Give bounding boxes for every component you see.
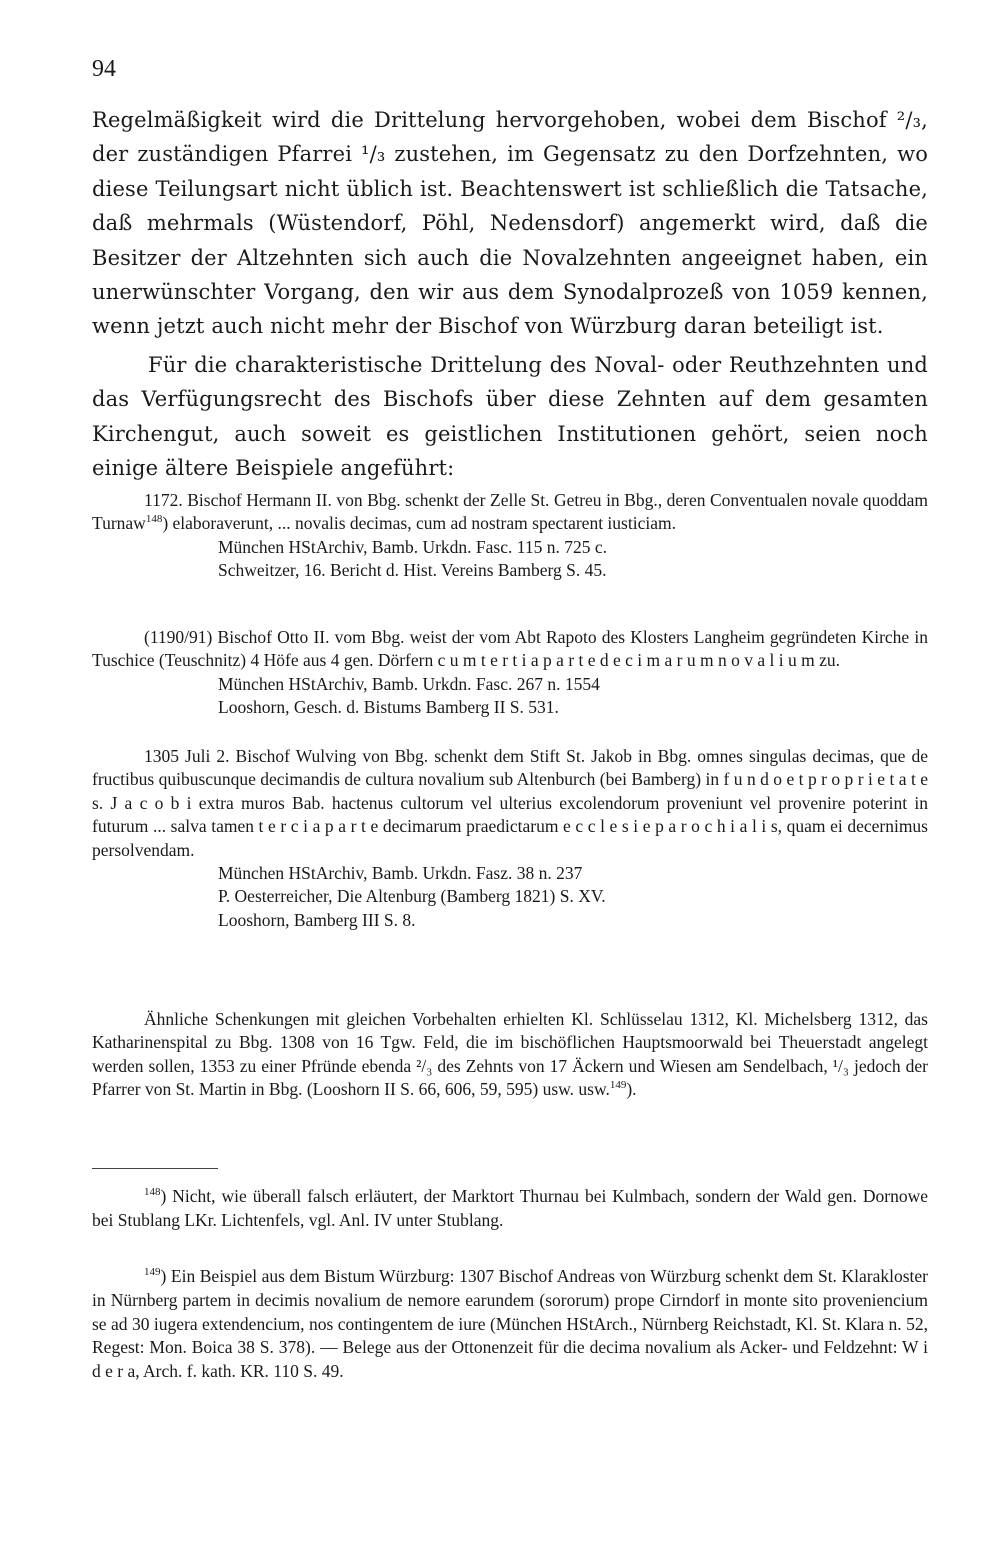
source-citation: München HStArchiv, Bamb. Urkdn. Fasz. 38 n. 237 xyxy=(218,863,583,884)
body-paragraph-2: Für die charakteristische Drittelung des Noval- oder Reuthzehnten und das Verfügungsrecht des Bischofs über diese Zehnten auf dem gesamten Kirchengut, auch soweit es geistlichen Institutionen gehört, seien noch einige ältere Beispiele angeführt: xyxy=(92,353,928,481)
body-paragraph-1: Regelmäßigkeit wird die Drittelung hervorgehoben, wobei dem Bischof ²/₃, der zuständigen Pfarrei ¹/₃ zustehen, im Gegensatz zu den Dorfzehnten, wo diese Teilungsart nicht üblich ist. Beachtenswert ist schließlich die Tatsache, daß mehrmals (Wüstendorf, Pöhl, Nedensdorf) angemerkt wird, daß die Besitzer der Altzehnten sich auch die Novalzehnten angeeignet haben, ein unerwünschter Vorgang, den wir aus dem Synodalprozeß von 1059 kennen, wenn jetzt auch nicht mehr der Bischof von Würzburg daran beteiligt ist. xyxy=(92,108,928,339)
footnote-mark: 149 xyxy=(144,1266,161,1279)
entry-text-part: ) elaboraverunt, ... novalis decimas, cum ad nostram spectarent iusticiam. xyxy=(162,513,676,534)
paragraph-text: Ähnliche Schenkungen mit gleichen Vorbehalten erhielten Kl. Schlüsselau 1312, Kl. Michelsberg 1312, das Katharinenspital zu Bbg. 1308 von 16 Tgw. Feld, die im bischöflichen Hauptsmoorwald bei Theuerstadt angelegt werden sollen, 1353 zu einer Pfründe ebenda ²/₃ des Zehnts von 17 Äckern und Wiesen am Sendelbach, ¹/₃ jedoch der Pfarrer von St. Martin in Bbg. (Looshorn II S. 66, 606, 59, 595) usw. usw. xyxy=(92,1009,928,1100)
footnote-mark: 148 xyxy=(144,1186,161,1199)
source-citation: Schweitzer, 16. Bericht d. Hist. Vereins Bamberg S. 45. xyxy=(218,560,607,581)
footnote-148 xyxy=(92,1185,928,1233)
charter-entry-1190 xyxy=(92,626,928,720)
source-citation: Looshorn, Bamberg III S. 8. xyxy=(218,909,416,930)
paragraph-text: ). xyxy=(626,1079,637,1100)
footnote-ref-148[interactable]: 148 xyxy=(145,513,163,526)
footnote-149 xyxy=(92,1265,928,1384)
footnote-text: ) Ein Beispiel aus dem Bistum Würzburg: 1307 Bischof Andreas von Würzburg schenkt dem St. Klarakloster in Nürnberg partem in decimis novalium de nemore earundem (sororum) prope Cirndorf in monte sito proveniencium se ad 30 iugera extendencium, nos contingentem de iure (München HStArch., Nürnberg Reichstadt, Kl. St. Klara n. 52, Regest: Mon. Boica 38 S. 378). — Belege aus der Ottonenzeit für die decima novalium als Acker- und Feldzehnt: W i d e r a, Arch. f. kath. KR. 110 S. 49. xyxy=(92,1266,928,1382)
footnote-text: ) Nicht, wie überall falsch erläutert, der Marktort Thurnau bei Kulmbach, sondern der Wald gen. Dornowe bei Stublang LKr. Lichtenfels, vgl. Anl. IV unter Stublang. xyxy=(92,1186,928,1230)
entry-text xyxy=(92,489,928,536)
source-citation: P. Oesterreicher, Die Altenburg (Bamberg 1821) S. XV. xyxy=(218,886,606,907)
charter-entry-1305 xyxy=(92,745,928,932)
footnote-ref-149[interactable]: 149 xyxy=(609,1079,627,1092)
charter-entry-1172 xyxy=(92,489,928,583)
page-number: 94 xyxy=(92,56,116,82)
source-citation: Looshorn, Gesch. d. Bistums Bamberg II S. 531. xyxy=(218,697,559,718)
source-citation: München HStArchiv, Bamb. Urkdn. Fasc. 115 n. 725 c. xyxy=(218,536,607,557)
footnote-divider xyxy=(92,1168,218,1169)
source-citation: München HStArchiv, Bamb. Urkdn. Fasc. 267 n. 1554 xyxy=(218,673,600,694)
entry-text: (1190/91) Bischof Otto II. vom Bbg. weist der vom Abt Rapoto des Klosters Langheim gegründeten Kirche in Tuschice (Teuschnitz) 4 Höfe aus 4 gen. Dörfern c u m t e r t i a p a r t e d e c i m a r u m n o v a l i u m zu. xyxy=(92,627,928,671)
entry-text-part: 1172. Bischof Hermann II. von Bbg. schenkt der Zelle St. Getreu in Bbg., deren Conventualen novale quoddam Turnaw xyxy=(92,490,928,534)
entry-text: 1305 Juli 2. Bischof Wulving von Bbg. schenkt dem Stift St. Jakob in Bbg. omnes singulas decimas, que de fructibus quibuscunque decimandis de cultura novalium sub Altenburch (bei Bamberg) in f u n d o e t p r o p r i e t a t e s. J a c o b i extra muros Bab. hactenus cultorum vel ulterius excolendorum proveniunt vel provenire poterint in futurum ... salva tamen t e r c i a p a r t e decimarum praedictarum e c c l e s i e p a r o c h i a l i s, quam ei decernimus persolvendam. xyxy=(92,746,928,860)
body-paragraph-3 xyxy=(92,1008,928,1102)
